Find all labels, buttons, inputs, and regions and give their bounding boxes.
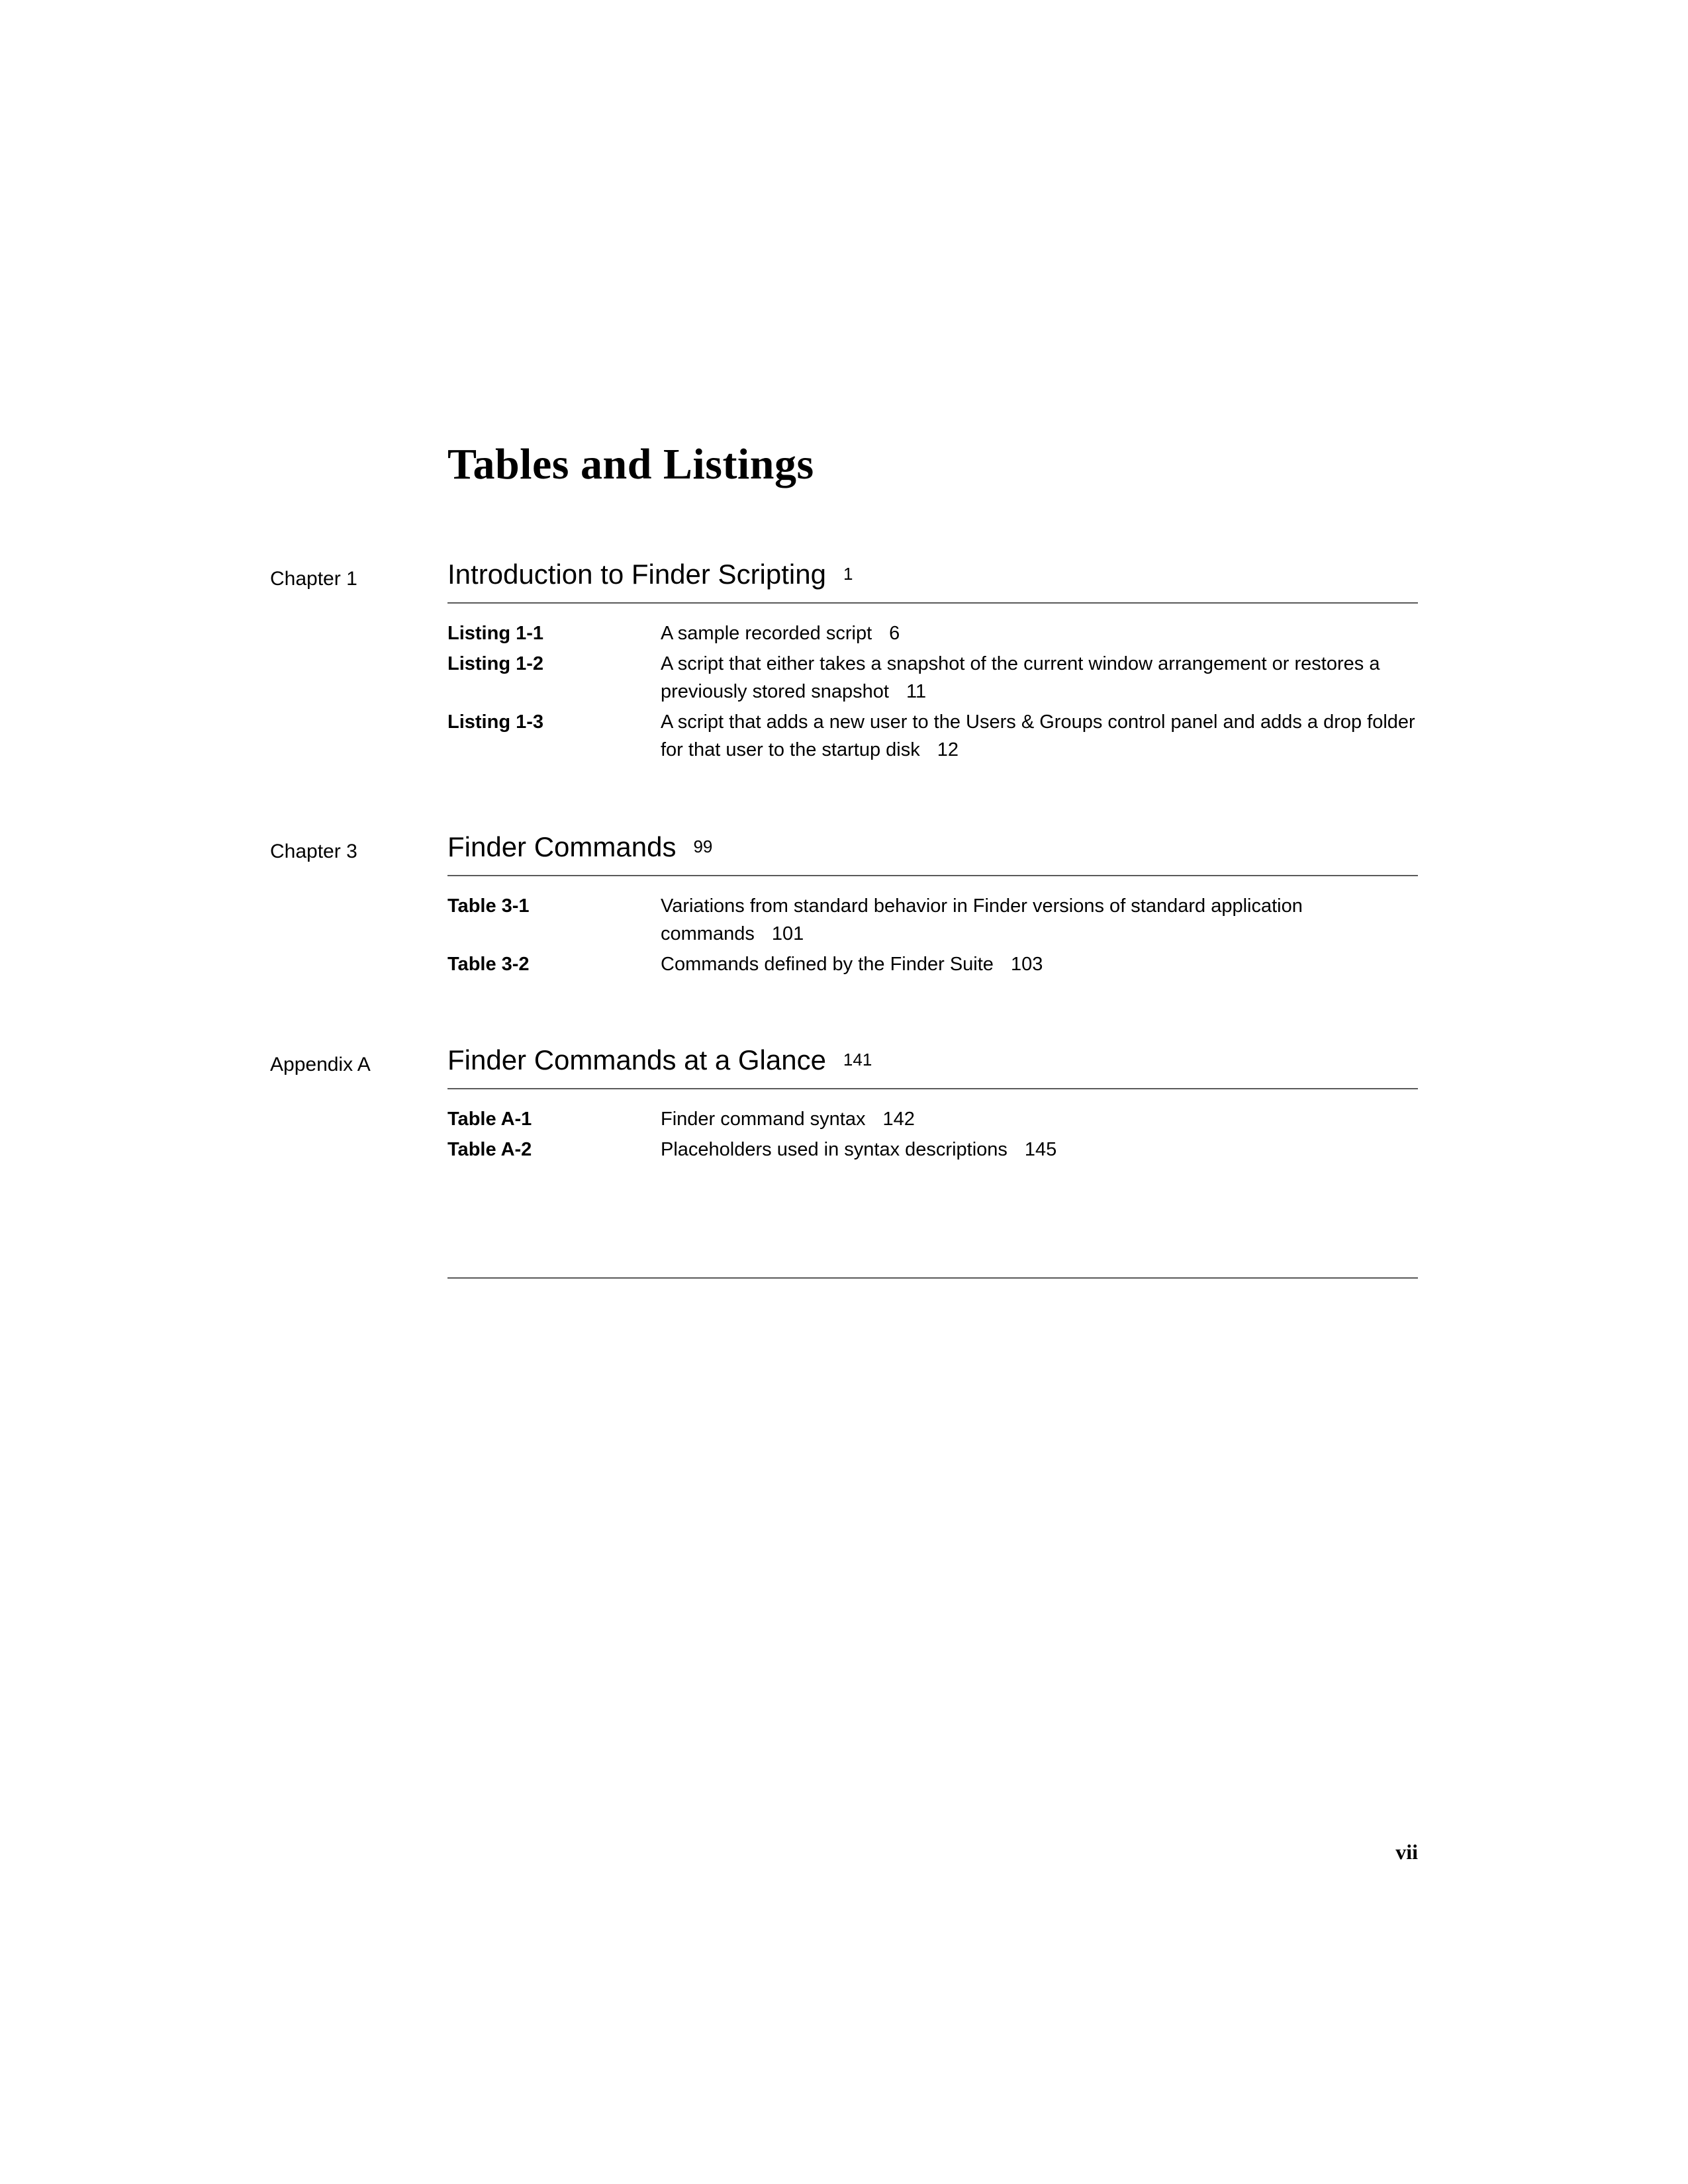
entry-list [447, 892, 1418, 981]
section-header [270, 1042, 1418, 1092]
entry-page-number: 12 [937, 739, 959, 760]
section-header [270, 556, 1418, 606]
list-item [447, 708, 1418, 764]
entry-description-text: Placeholders used in syntax descriptions [661, 1139, 1008, 1160]
entry-description [661, 708, 1418, 764]
entry-label: Table 3-2 [447, 954, 530, 975]
entry-page-number: 6 [889, 623, 900, 644]
section-divider [447, 875, 1418, 876]
section-header [270, 829, 1418, 879]
list-item [447, 650, 1418, 705]
list-item [447, 619, 1418, 647]
entry-page-number: 11 [906, 681, 927, 702]
entry-label: Table A-2 [447, 1139, 532, 1160]
section-chapter-label: Appendix A [270, 1054, 371, 1075]
section-divider [447, 1088, 1418, 1089]
list-item [447, 892, 1418, 948]
section-page-number: 99 [693, 837, 713, 856]
entry-description [661, 1105, 1418, 1133]
section-title [447, 1044, 872, 1076]
section-title-text: Finder Commands at a Glance [447, 1044, 826, 1075]
section-appendix-a [270, 1042, 1418, 1160]
entry-page-number: 145 [1024, 1139, 1057, 1160]
list-item [447, 1105, 1418, 1133]
section-title [447, 831, 712, 863]
entry-page-number: 103 [1010, 954, 1043, 975]
entry-description-text: Commands defined by the Finder Suite [661, 954, 994, 975]
section-chapter-label: Chapter 1 [270, 568, 357, 590]
entry-description-text: A sample recorded script [661, 623, 872, 644]
entry-page-number: 101 [771, 923, 804, 944]
entry-description [661, 650, 1418, 705]
page-folio: vii [1395, 1840, 1418, 1864]
page-title: Tables and Listings [447, 440, 814, 489]
entry-label: Table 3-1 [447, 895, 530, 917]
entry-list [447, 1105, 1418, 1166]
entry-label: Listing 1-3 [447, 711, 544, 733]
section-page-number: 141 [843, 1050, 872, 1069]
entry-page-number: 142 [882, 1109, 915, 1130]
entry-description-text: A script that either takes a snapshot of the current window arrangement or restores a previously stored snapshot [661, 653, 1380, 702]
entry-description [661, 950, 1418, 978]
entry-label: Listing 1-1 [447, 623, 544, 644]
entry-list [447, 619, 1418, 766]
entry-label: Listing 1-2 [447, 653, 544, 674]
entry-description [661, 619, 1418, 647]
list-item [447, 950, 1418, 978]
section-title-text: Finder Commands [447, 831, 677, 862]
section-chapter-3 [270, 829, 1418, 975]
entry-description [661, 1136, 1418, 1163]
section-title [447, 559, 853, 590]
section-chapter-label: Chapter 3 [270, 841, 357, 862]
section-page-number: 1 [843, 564, 853, 584]
entry-description-text: Variations from standard behavior in Finder versions of standard application commands [661, 895, 1303, 944]
entry-description [661, 892, 1418, 948]
entry-description-text: A script that adds a new user to the Users & Groups control panel and adds a drop folder for that user to the startup disk [661, 711, 1415, 760]
footer-divider [447, 1277, 1418, 1279]
section-chapter-1 [270, 556, 1418, 760]
entry-description-text: Finder command syntax [661, 1109, 866, 1130]
section-title-text: Introduction to Finder Scripting [447, 559, 826, 590]
section-divider [447, 602, 1418, 604]
list-item [447, 1136, 1418, 1163]
entry-label: Table A-1 [447, 1109, 532, 1130]
